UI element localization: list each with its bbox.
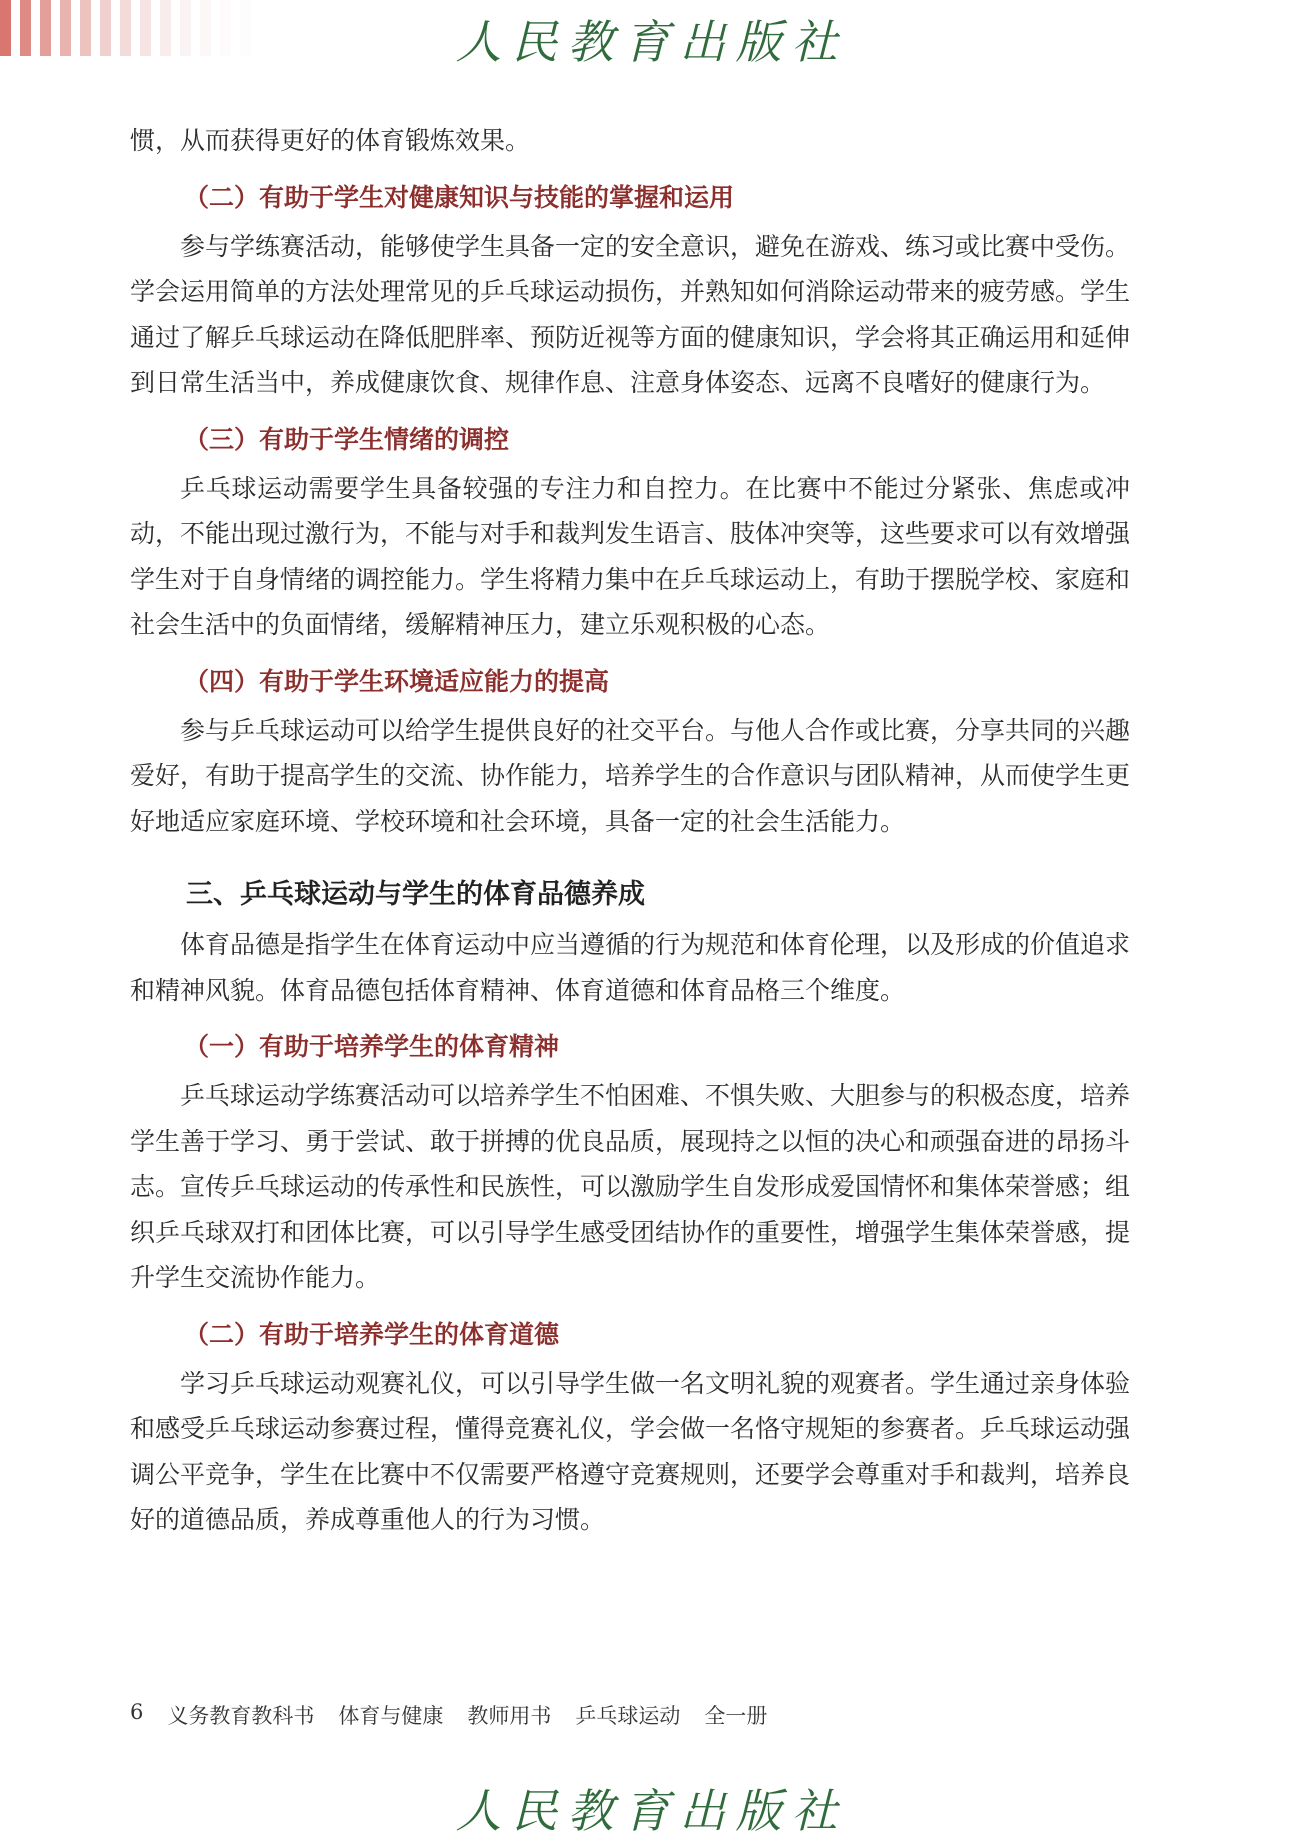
subheading-emotion-control: （三）有助于学生情绪的调控 xyxy=(184,424,510,454)
page-footer xyxy=(130,1700,767,1730)
paragraph-continued: 惯，从而获得更好的体育锻炼效果。 xyxy=(130,126,531,155)
paragraph-sports-spirit: 乒乓球运动学练赛活动可以培养学生不怕困难、不惧失败、大胆参与的积极态度，培养学生善于学习、勇于尝试、敢于拼搏的优良品质，展现持之以恒的决心和顽强奋进的昂扬斗志。宣传乒乓球运动的传承性和民族性，可以激励学生自发形成爱国情怀和集体荣誉感；组织乒乓球双打和团体比赛，可以引导学生感受团结协作的重要性，增强学生集体荣誉感，提升学生交流协作能力。 xyxy=(130,1081,1131,1292)
footer-topic: 乒乓球运动 xyxy=(575,1704,681,1728)
subheading-adaptability: （四）有助于学生环境适应能力的提高 xyxy=(184,666,610,696)
subheading-sports-morality: （二）有助于培养学生的体育道德 xyxy=(184,1319,560,1349)
footer-volume: 全一册 xyxy=(704,1704,768,1728)
footer-subject: 体育与健康 xyxy=(338,1704,444,1728)
footer-type: 教师用书 xyxy=(467,1704,552,1728)
paragraph-sports-morality: 学习乒乓球运动观赛礼仪，可以引导学生做一名文明礼貌的观赛者。学生通过亲身体验和感受乒乓球运动参赛过程，懂得竞赛礼仪，学会做一名恪守规矩的参赛者。乒乓球运动强调公平竞争，学生在比赛中不仅需要严格遵守竞赛规则，还要学会尊重对手和裁判，培养良好的道德品质，养成尊重他人的行为习惯。 xyxy=(130,1368,1131,1534)
footer-series: 义务教育教科书 xyxy=(167,1704,315,1728)
publisher-logo-bottom: 人民教育出版社 xyxy=(455,1784,848,1838)
publisher-logo-top: 人民教育出版社 xyxy=(455,15,848,69)
paragraph-emotion-control: 乒乓球运动需要学生具备较强的专注力和自控力。在比赛中不能过分紧张、焦虑或冲动，不能出现过激行为，不能与对手和裁判发生语言、肢体冲突等，这些要求可以有效增强学生对于自身情绪的调控能力。学生将精力集中在乒乓球运动上，有助于摆脱学校、家庭和社会生活中的负面情绪，缓解精神压力，建立乐观积极的心态。 xyxy=(130,473,1131,639)
paragraph-sports-ethics-intro: 体育品德是指学生在体育运动中应当遵循的行为规范和体育伦理，以及形成的价值追求和精神风貌。体育品德包括体育精神、体育道德和体育品格三个维度。 xyxy=(130,930,1131,1005)
page-content xyxy=(130,118,1130,1543)
section-heading-sports-ethics: 三、乒乓球运动与学生的体育品德养成 xyxy=(186,879,645,910)
subheading-health-knowledge: （二）有助于学生对健康知识与技能的掌握和运用 xyxy=(184,182,735,212)
subheading-sports-spirit: （一）有助于培养学生的体育精神 xyxy=(184,1032,560,1061)
paragraph-health-knowledge: 参与学练赛活动，能够使学生具备一定的安全意识，避免在游戏、练习或比赛中受伤。学会运用简单的方法处理常见的乒乓球运动损伤，并熟知如何消除运动带来的疲劳感。学生通过了解乒乓球运动在降低肥胖率、预防近视等方面的健康知识，学会将其正确运用和延伸到日常生活当中，养成健康饮食、规律作息、注意身体姿态、远离不良嗜好的健康行为。 xyxy=(130,231,1131,397)
page-number: 6 xyxy=(130,1700,144,1724)
paragraph-adaptability: 参与乒乓球运动可以给学生提供良好的社交平台。与他人合作或比赛，分享共同的兴趣爱好，有助于提高学生的交流、协作能力，培养学生的合作意识与团队精神，从而使学生更好地适应家庭环境、学校环境和社会环境，具备一定的社会生活能力。 xyxy=(130,715,1131,836)
